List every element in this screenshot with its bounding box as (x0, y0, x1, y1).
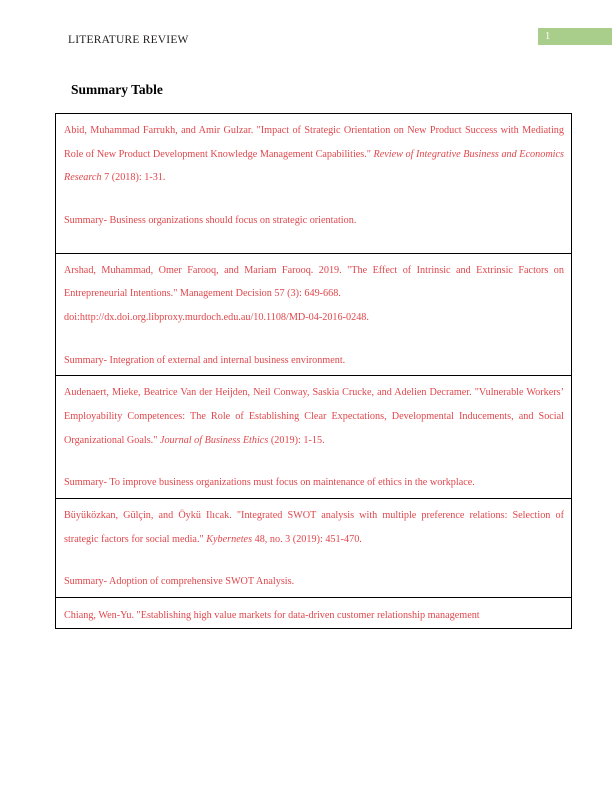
table-row (56, 498, 572, 597)
citation-plain-2: (2019): 1-15. (268, 434, 325, 446)
paragraph-spacer (64, 452, 564, 471)
entry-buyukozkan (64, 504, 564, 594)
citation-text (64, 119, 564, 190)
citation-text (64, 381, 564, 452)
citation-plain-1: Abid, Muhammad Farrukh, and Amir Gulzar. "Impact of Strategic Orientation on New Product Success with Mediating Role of New Product Development Knowledge Management Capabilities." (64, 125, 564, 160)
table-row (56, 253, 572, 376)
citation-journal-title: Review of Integrative Business and Economics Research (64, 148, 564, 184)
paragraph-spacer (64, 330, 564, 349)
entry-arshad (64, 259, 564, 373)
citation-doi: doi:http://dx.doi.org.libproxy.murdoch.edu.au/10.1108/MD-04-2016-0248. (64, 311, 369, 323)
table-row (56, 597, 572, 628)
running-header: LITERATURE REVIEW (68, 34, 189, 46)
citation-plain-1: Büyüközkan, Gülçin, and Öykü Ilıcak. "Integrated SWOT analysis with multiple preference relations: Selection of strategic factors for social media." (64, 509, 564, 545)
citation-plain-1: Audenaert, Mieke, Beatrice Van der Heijden, Neil Conway, Saskia Crucke, and Adelien Decramer. "Vulnerable Workers’ Employability Competences: The Role of Establishing Clear Expectations, Developmental Inducements, and Social Organizational Goals." (64, 387, 564, 446)
citation-plain-2: 48, no. 3 (2019): 451-470. (252, 533, 362, 545)
citation-text (64, 504, 564, 551)
entry-audenaert (64, 381, 564, 495)
table-cell-citation-audenaert (56, 376, 572, 499)
page-title: Summary Table (71, 82, 163, 97)
paragraph-spacer (64, 190, 564, 209)
summary-text: Summary- Business organizations should focus on strategic orientation. (64, 214, 357, 226)
table-cell-citation-chiang (56, 597, 572, 628)
summary-table (55, 113, 572, 629)
table-cell-citation-abid (56, 114, 572, 254)
table-cell-citation-buyukozkan (56, 498, 572, 597)
paragraph-spacer (64, 551, 564, 570)
entry-abid (64, 119, 564, 233)
summary-text: Summary- Adoption of comprehensive SWOT Analysis. (64, 576, 295, 588)
table-row (56, 376, 572, 499)
citation-journal-title: Kybernetes (206, 533, 253, 545)
citation-text: Arshad, Muhammad, Omer Farooq, and Mariam Farooq. 2019. "The Effect of Intrinsic and Extrinsic Factors on Entrepreneurial Intentions." Management Decision 57 (3): 649-668. (64, 264, 564, 300)
page-number-badge: 1 (538, 28, 612, 45)
summary-text: Summary- Integration of external and internal business environment. (64, 354, 346, 366)
citation-journal-title: Journal of Business Ethics (159, 434, 269, 446)
table-cell-citation-arshad (56, 253, 572, 376)
citation-plain-2: 7 (2018): 1-31. (101, 172, 166, 184)
entry-chiang (64, 604, 564, 628)
table-row (56, 114, 572, 254)
citation-text: Chiang, Wen-Yu. "Establishing high value markets for data-driven customer relationship management (64, 609, 480, 621)
summary-text: Summary- To improve business organizations must focus on maintenance of ethics in the workplace. (64, 477, 475, 489)
